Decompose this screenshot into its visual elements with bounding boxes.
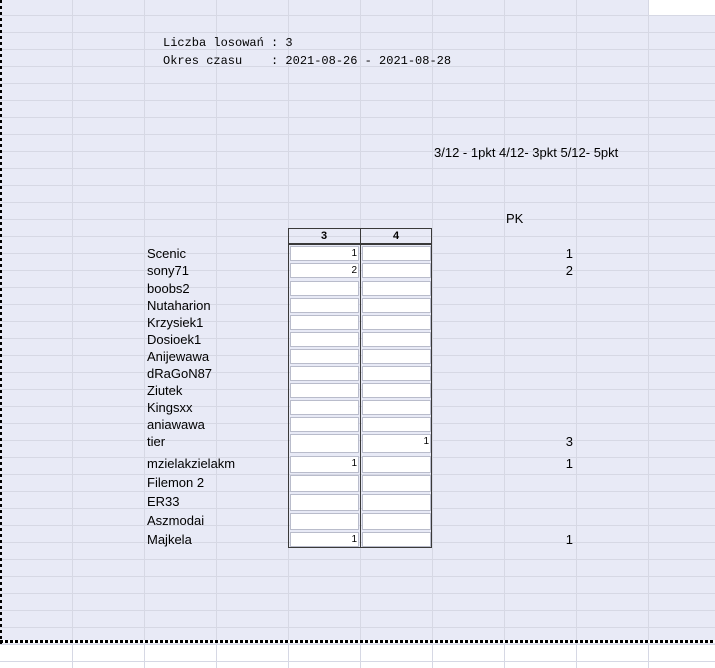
score-col-3: 1 (351, 248, 357, 259)
player-name: Kingsxx (147, 400, 193, 415)
player-name: Aszmodai (147, 513, 205, 528)
player-name: Ziutek (147, 383, 183, 398)
selection-border-left (0, 0, 2, 644)
grid-row-line (0, 559, 715, 560)
grid-row-line (0, 134, 715, 135)
pk-value: 3 (565, 434, 573, 449)
period-line: Okres czasu : 2021-08-26 - 2021-08-28 (163, 54, 452, 68)
grid-row-line (0, 15, 715, 16)
player-name: aniawawa (147, 417, 205, 432)
grid-row-line (0, 32, 715, 33)
grid-row-line (0, 593, 715, 594)
draw-count-line: Liczba losowań : 3 (163, 36, 293, 50)
score-col-4: 1 (423, 436, 429, 447)
score-col-3: 1 (351, 534, 357, 545)
scoring-note: 3/12 - 1pkt 4/12- 3pkt 5/12- 5pkt (434, 145, 619, 160)
grid-row-line (0, 644, 715, 645)
grid-row-line (0, 576, 715, 577)
player-name: sony71 (147, 263, 189, 278)
pk-label: PK (506, 211, 524, 226)
grid-row-line (0, 185, 715, 186)
player-name: tier (147, 434, 166, 449)
player-name: Dosioek1 (147, 332, 202, 347)
player-name: Krzysiek1 (147, 315, 204, 330)
pk-value: 2 (565, 263, 573, 278)
col-header-3: 3 (320, 230, 328, 242)
player-name: Filemon 2 (147, 475, 205, 490)
grid-row-line (0, 219, 715, 220)
grid-row-line (0, 202, 715, 203)
player-name: ER33 (147, 494, 180, 509)
score-table-divider (360, 228, 361, 548)
grid-row-line (0, 117, 715, 118)
col-header-4: 4 (392, 230, 400, 242)
grid-row-line (0, 168, 715, 169)
grid-row-line (0, 100, 715, 101)
grid-row-line (0, 627, 715, 628)
player-name: dRaGoN87 (147, 366, 213, 381)
selection-border-bottom (0, 640, 715, 643)
score-col-3: 1 (351, 458, 357, 469)
pk-value: 1 (565, 532, 573, 547)
score-col-3: 2 (351, 265, 357, 276)
player-name: Scenic (147, 246, 187, 261)
pk-value: 1 (565, 246, 573, 261)
unfilled-corner (648, 0, 715, 15)
player-name: mzielakzielakm (147, 456, 236, 471)
grid-row-line (0, 610, 715, 611)
grid-row-line (0, 83, 715, 84)
score-table-header-line (288, 243, 432, 245)
player-name: boobs2 (147, 281, 190, 296)
grid-row-line (0, 49, 715, 50)
grid-row-line (0, 661, 715, 662)
player-name: Nutaharion (147, 298, 211, 313)
pk-value: 1 (565, 456, 573, 471)
player-name: Anijewawa (147, 349, 210, 364)
player-name: Majkela (147, 532, 192, 547)
